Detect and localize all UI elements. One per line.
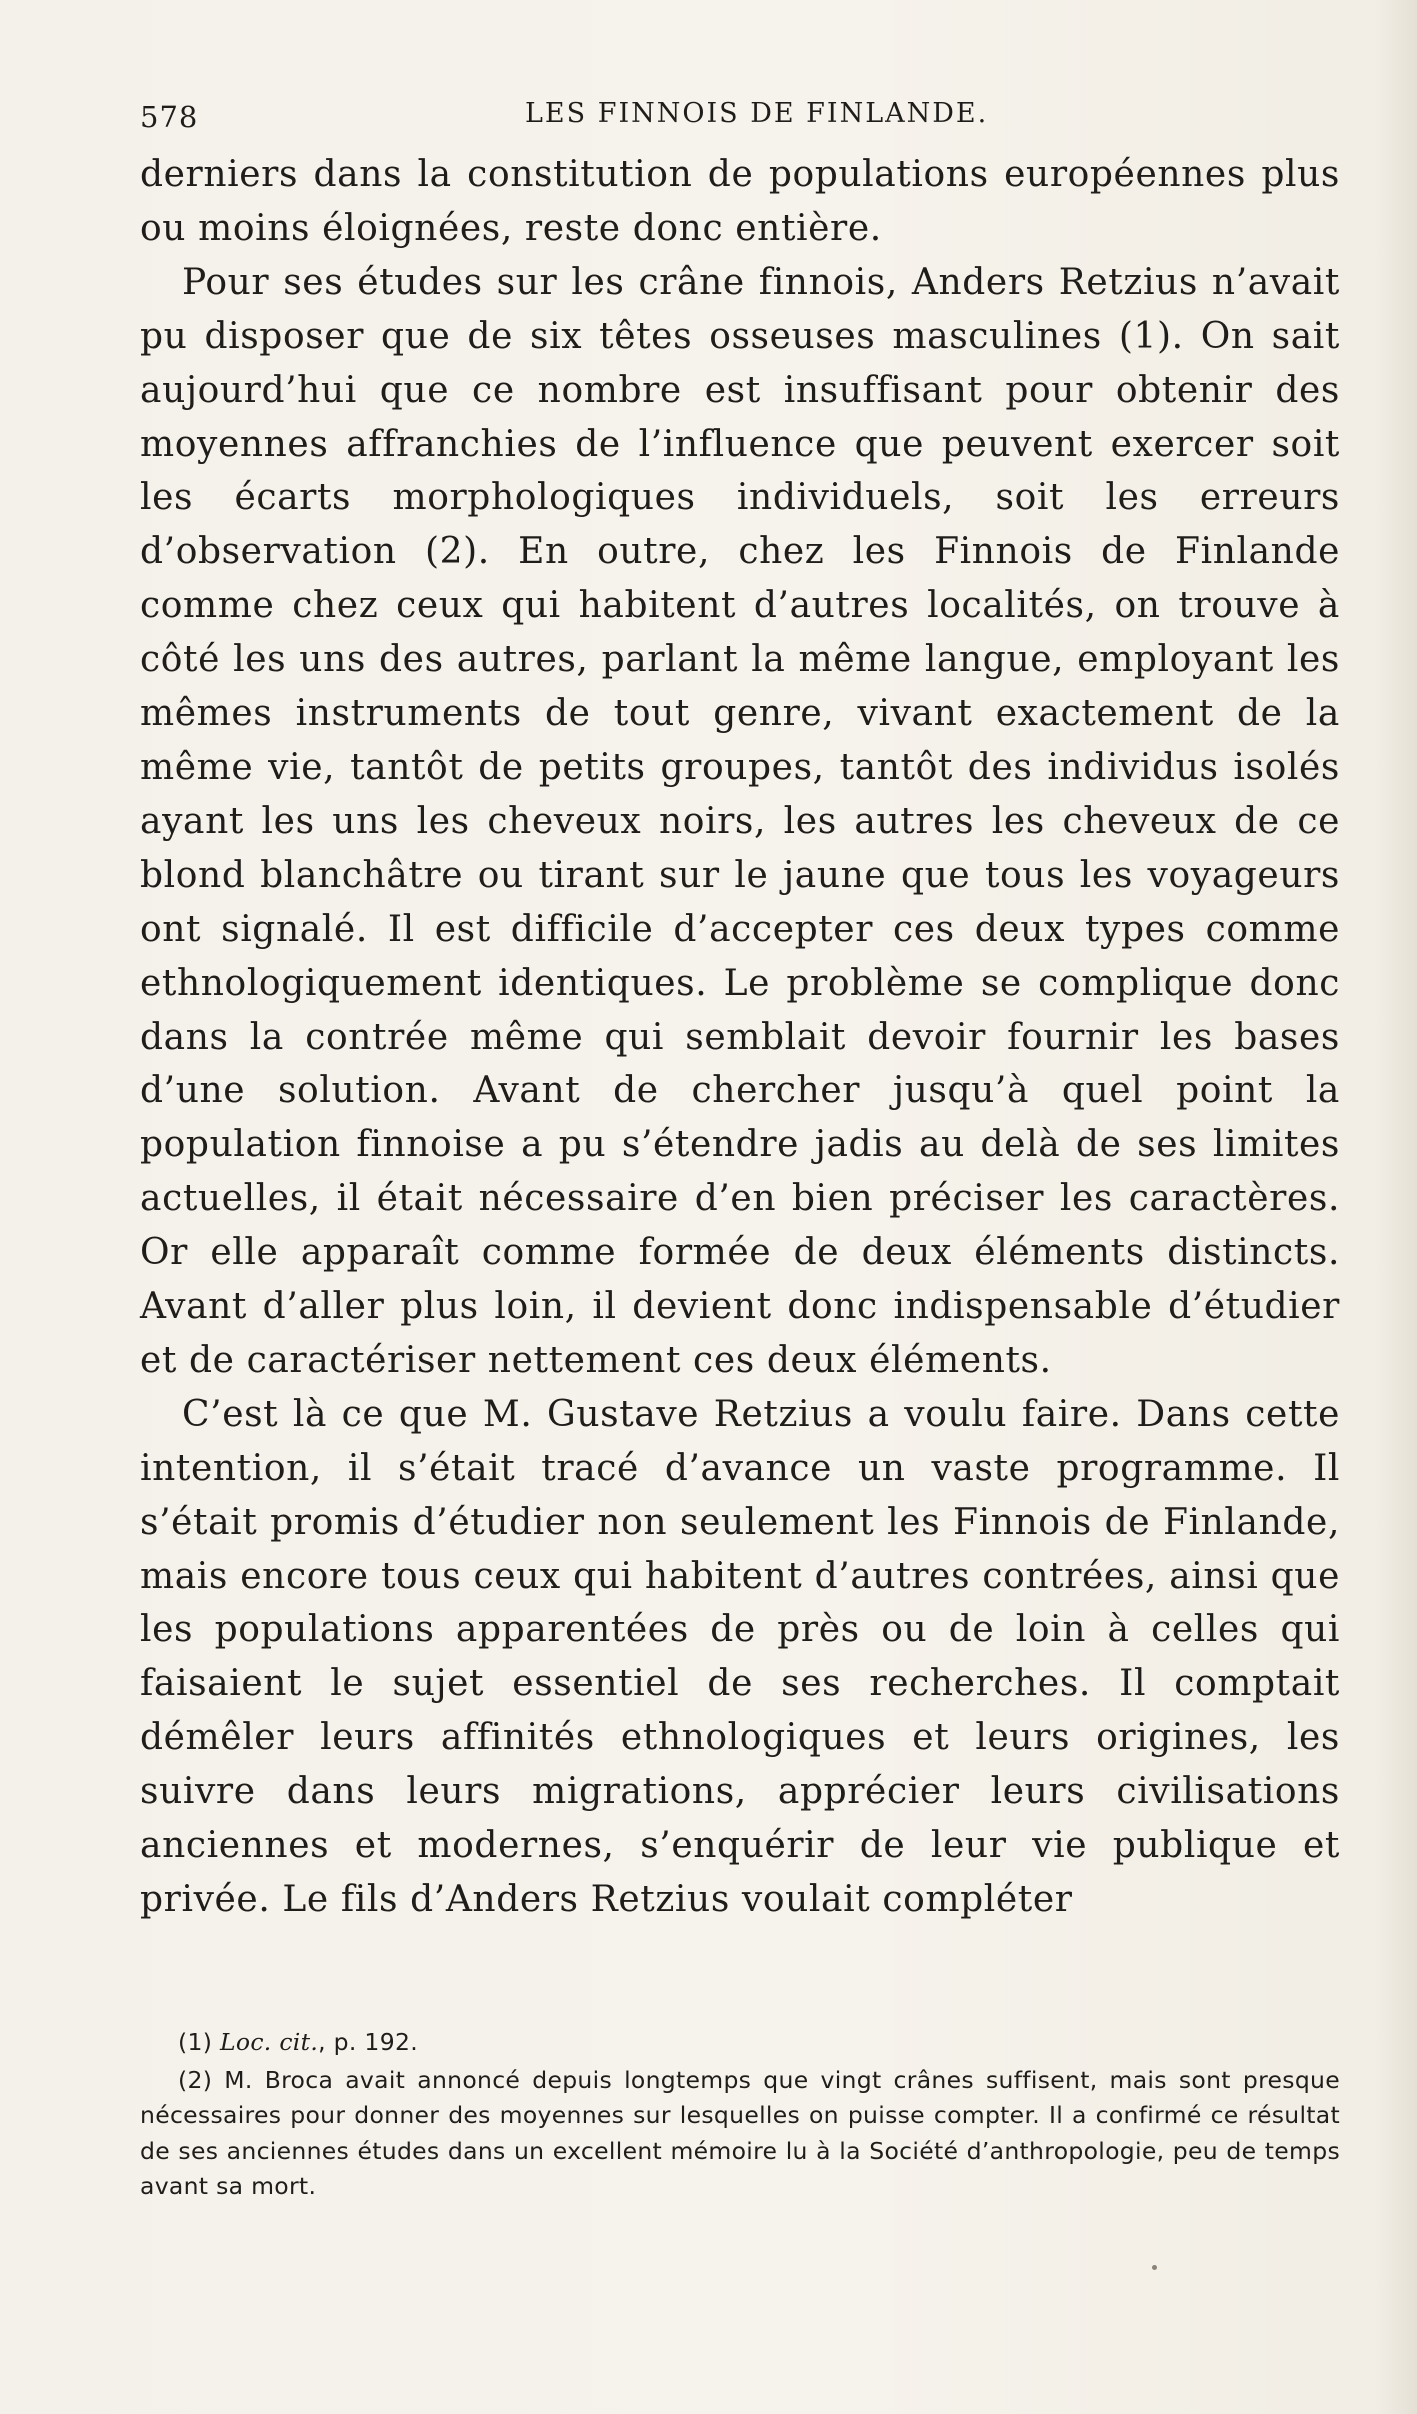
running-title: LES FINNOIS DE FINLANDE. <box>525 98 989 129</box>
footnote-2-marker: (2) <box>178 2065 213 2094</box>
footnote-1-page: , p. 192. <box>318 2028 418 2056</box>
footnote-1-reference: Loc. cit. <box>219 2028 319 2056</box>
footnote-2 <box>140 2063 1340 2205</box>
page-edge-shadow <box>1377 0 1417 2414</box>
footnote-1 <box>140 2025 1340 2061</box>
paragraph: C’est là ce que M. Gustave Retzius a voulu faire. Dans cette intention, il s’était tracé d’avance un vaste programme. Il s’était promis d’étudier non seulement les Finnois de Finlande, mais encore tous ceux qui habitent d’autres contrées, ainsi que les populations apparentées de près ou de loin à celles qui faisaient le sujet essentiel de ses recherches. Il comptait démêler leurs affinités ethnologiques et leurs origines, les suivre dans leurs migrations, apprécier leurs civilisations anciennes et modernes, s’enquérir de leur vie publique et privée. Le fils d’Anders Retzius voulait compléter <box>140 1393 1340 1920</box>
paragraph-continuation: derniers dans la constitution de populations européennes plus ou moins éloignées, reste donc entière. <box>140 154 1340 249</box>
paper-speck <box>1152 2265 1157 2270</box>
main-text <box>140 148 1340 1927</box>
page-number: 578 <box>140 100 199 134</box>
footnote-2-text: M. Broca avait annoncé depuis longtemps que vingt crânes suffisent, mais sont presque nécessaires pour donner des moyennes sur lesquelles on puisse compter. Il a confirmé ce résultat de ses anciennes études dans un excellent mémoire lu à la Société d’anthropologie, peu de temps avant sa mort. <box>140 2065 1340 2200</box>
page-header <box>140 92 1340 142</box>
footnotes <box>140 2025 1340 2207</box>
paragraph: Pour ses études sur les crâne finnois, Anders Retzius n’avait pu disposer que de six têtes osseuses masculines (1). On sait aujourd’hui que ce nombre est insuffisant pour obtenir des moyennes affranchies de l’influence que peuvent exercer soit les écarts morphologiques individuels, soit les erreurs d’observation (2). En outre, chez les Finnois de Finlande comme chez ceux qui habitent d’autres localités, on trouve à côté les uns des autres, parlant la même langue, employant les mêmes instruments de tout genre, vivant exactement de la même vie, tantôt de petits groupes, tantôt des individus isolés ayant les uns les cheveux noirs, les autres les cheveux de ce blond blanchâtre ou tirant sur le jaune que tous les voyageurs ont signalé. Il est difficile d’accepter ces deux types comme ethnologiquement identiques. Le problème se complique donc dans la contrée même qui semblait devoir fournir les bases d’une solution. Avant de chercher jusqu’à quel point la population finnoise a pu s’étendre jadis au delà de ses limites actuelles, il était nécessaire d’en bien préciser les caractères. Or elle apparaît comme formée de deux éléments distincts. Avant d’aller plus loin, il devient donc indispensable d’étudier et de caractériser nettement ces deux éléments. <box>140 261 1340 1381</box>
footnote-1-marker: (1) <box>178 2028 213 2056</box>
